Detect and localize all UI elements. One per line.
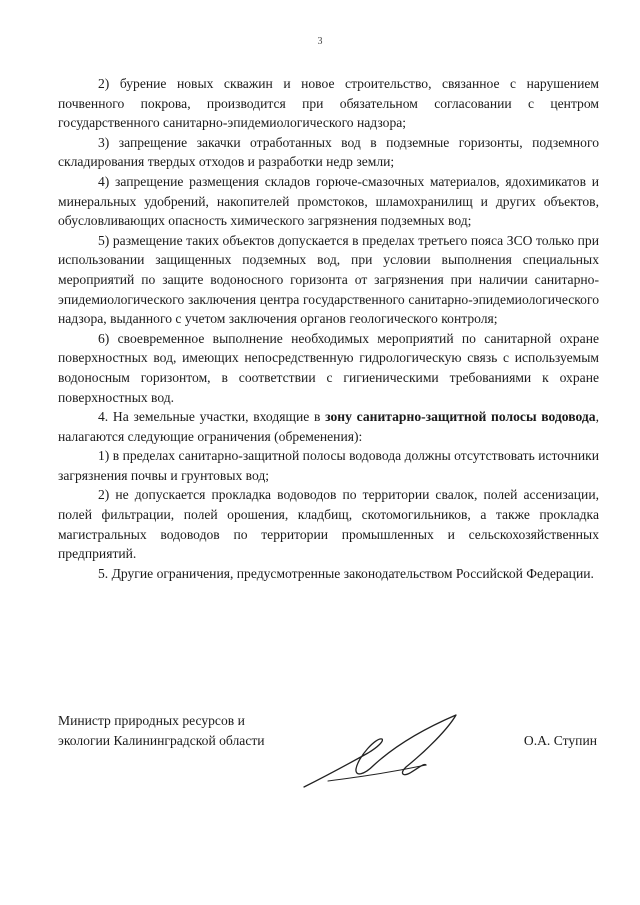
section-4-bold-term: зону санитарно-защитной полосы водовода bbox=[325, 409, 596, 425]
paragraph-section-4 bbox=[58, 407, 599, 446]
signer-title-line-2: экологии Калининградской области bbox=[58, 732, 265, 748]
paragraph-item-5: 5) размещение таких объектов допускается в пределах третьего пояса ЗСО только при использовании защищенных подземных вод, при условии выполнения специальных мероприятий по защите водоносного горизонта от загрязнения при наличии санитарно-эпидемиологического заключения центра государственного санитарно-эпидемиологического надзора, выданного с учетом заключения органов геологического контроля; bbox=[58, 232, 599, 327]
paragraph-subitem-1: 1) в пределах санитарно-защитной полосы водовода должны отсутствовать источники загрязнения почвы и грунтовых вод; bbox=[58, 448, 599, 483]
section-4-prefix: 4. На земельные участки, входящие в bbox=[98, 409, 326, 425]
page-number: 3 bbox=[317, 36, 323, 47]
paragraph-section-5: 5. Другие ограничения, предусмотренные законодательством Российской Федерации. bbox=[98, 565, 594, 581]
section-4-suffix: , налагаются следующие ограничения (обременения): bbox=[58, 409, 599, 444]
signature-block bbox=[58, 711, 599, 831]
paragraph-subitem-2: 2) не допускается прокладка водоводов по территории свалок, полей ассенизации, полей фильтрации, полей орошения, кладбищ, скотомогильников, а также прокладка магистральных водоводов по территории промышленных и сельскохозяйственных предприятий. bbox=[58, 487, 599, 562]
signer-title bbox=[58, 711, 338, 750]
signer-name: О.А. Ступин bbox=[523, 732, 597, 748]
document-body bbox=[58, 74, 599, 583]
paragraph-item-2: 2) бурение новых скважин и новое строительство, связанное с нарушением почвенного покрова, производится при обязательном согласовании с центром государственного санитарно-эпидемиологического надзора; bbox=[58, 76, 599, 131]
handwritten-signature bbox=[298, 705, 488, 805]
paragraph-item-4: 4) запрещение размещения складов горюче-смазочных материалов, ядохимикатов и минеральных удобрений, накопителей промстоков, шламохранилищ и других объектов, обусловливающих опасность химического загрязнения подземных вод; bbox=[58, 173, 599, 229]
paragraph-item-3: 3) запрещение закачки отработанных вод в подземные горизонты, подземного складирования твердых отходов и разработки недр земли; bbox=[58, 134, 599, 170]
signer-title-line-1: Министр природных ресурсов и bbox=[58, 713, 245, 728]
paragraph-item-6: 6) своевременное выполнение необходимых мероприятий по санитарной охране поверхностных вод, имеющих непосредственную гидрологическую связь с используемым водоносным горизонтом, в соответствии с гигиеническими требованиями к охране поверхностных вод. bbox=[58, 330, 599, 405]
